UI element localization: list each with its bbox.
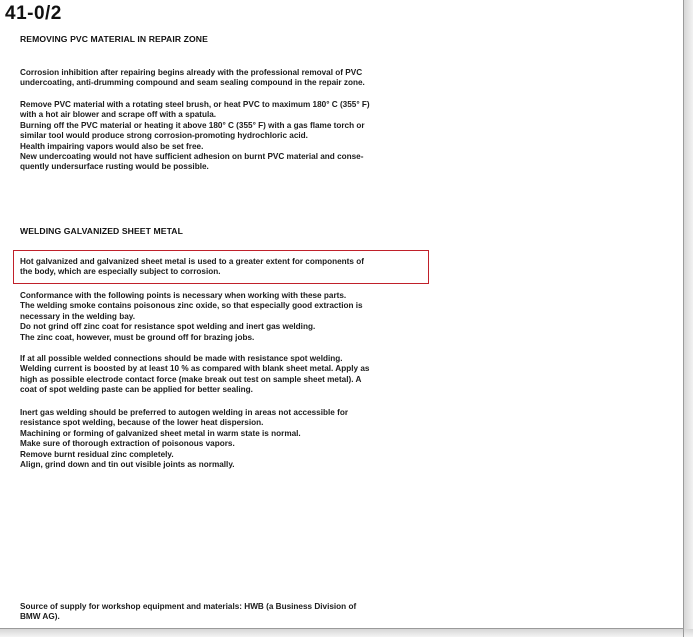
text-line: quently undersurface rusting would be possible. xyxy=(20,162,209,172)
text-line: New undercoating would not have sufficient adhesion on burnt PVC material and conse- xyxy=(20,152,364,162)
text-line: Machining or forming of galvanized sheet metal in warm state is normal. xyxy=(20,428,301,438)
text-line: the body, which are especially subject to corrosion. xyxy=(20,267,221,277)
section-heading-welding-galvanized: WELDING GALVANIZED SHEET METAL xyxy=(20,226,183,236)
highlighted-paragraph xyxy=(20,257,440,278)
text-line: necessary in the welding bay. xyxy=(20,311,135,321)
text-line: Do not grind off zinc coat for resistance spot welding and inert gas welding. xyxy=(20,322,316,332)
text-line: Corrosion inhibition after repairing begins already with the professional removal of PVC xyxy=(20,68,363,77)
text-line: Remove PVC material with a rotating steel brush, or heat PVC to maximum 180° C (355° F) xyxy=(20,100,370,109)
text-line: coat of spot welding paste can be applied for better sealing. xyxy=(20,385,253,395)
text-line: with a hot air blower and scrape off with a spatula. xyxy=(20,110,217,120)
text-line: Source of supply for workshop equipment and materials: HWB (a Business Division of xyxy=(20,602,357,611)
text-line: Burning off the PVC material or heating it above 180° C (355° F) with a gas flame torch or xyxy=(20,120,365,130)
text-line: Hot galvanized and galvanized sheet metal is used to a greater extent for components of xyxy=(20,257,364,266)
text-line: resistance spot welding, because of the lower heat dispersion. xyxy=(20,418,264,428)
text-line: similar tool would produce strong corrosion-promoting hydrochloric acid. xyxy=(20,131,308,141)
text-line: Conformance with the following points is necessary when working with these parts. xyxy=(20,291,347,300)
footer-note xyxy=(20,602,440,623)
text-line: The welding smoke contains poisonous zinc oxide, so that especially good extraction is xyxy=(20,301,363,311)
paragraph xyxy=(20,354,440,396)
page-number: 41-0/2 xyxy=(5,3,62,24)
paragraph xyxy=(20,100,440,173)
text-line: If at all possible welded connections should be made with resistance spot welding. xyxy=(20,354,343,363)
paragraph xyxy=(20,68,440,89)
text-line: BMW AG). xyxy=(20,612,60,622)
paragraph xyxy=(20,408,440,470)
text-line: Make sure of thorough extraction of poisonous vapors. xyxy=(20,439,235,449)
section-heading-removing-pvc: REMOVING PVC MATERIAL IN REPAIR ZONE xyxy=(20,34,208,44)
page-border xyxy=(683,0,684,637)
text-line: The zinc coat, however, must be ground off for brazing jobs. xyxy=(20,332,255,342)
text-line: Welding current is boosted by at least 10 % as compared with blank sheet metal. Apply as xyxy=(20,364,370,374)
page-border xyxy=(0,628,684,629)
text-line: Align, grind down and tin out visible joints as normally. xyxy=(20,460,235,470)
text-line: Inert gas welding should be preferred to autogen welding in areas not accessible for xyxy=(20,408,349,417)
text-line: Remove burnt residual zinc completely. xyxy=(20,449,174,459)
page-edge-shadow xyxy=(684,0,693,637)
page-bottom-shadow xyxy=(0,629,693,637)
text-line: Health impairing vapors would also be set free. xyxy=(20,141,204,151)
text-line: undercoating, anti-drumming compound and seam sealing compound in the repair zone. xyxy=(20,78,365,88)
paragraph xyxy=(20,291,440,343)
text-line: high as possible electrode contact force (make break out test on sample sheet metal). A xyxy=(20,374,362,384)
